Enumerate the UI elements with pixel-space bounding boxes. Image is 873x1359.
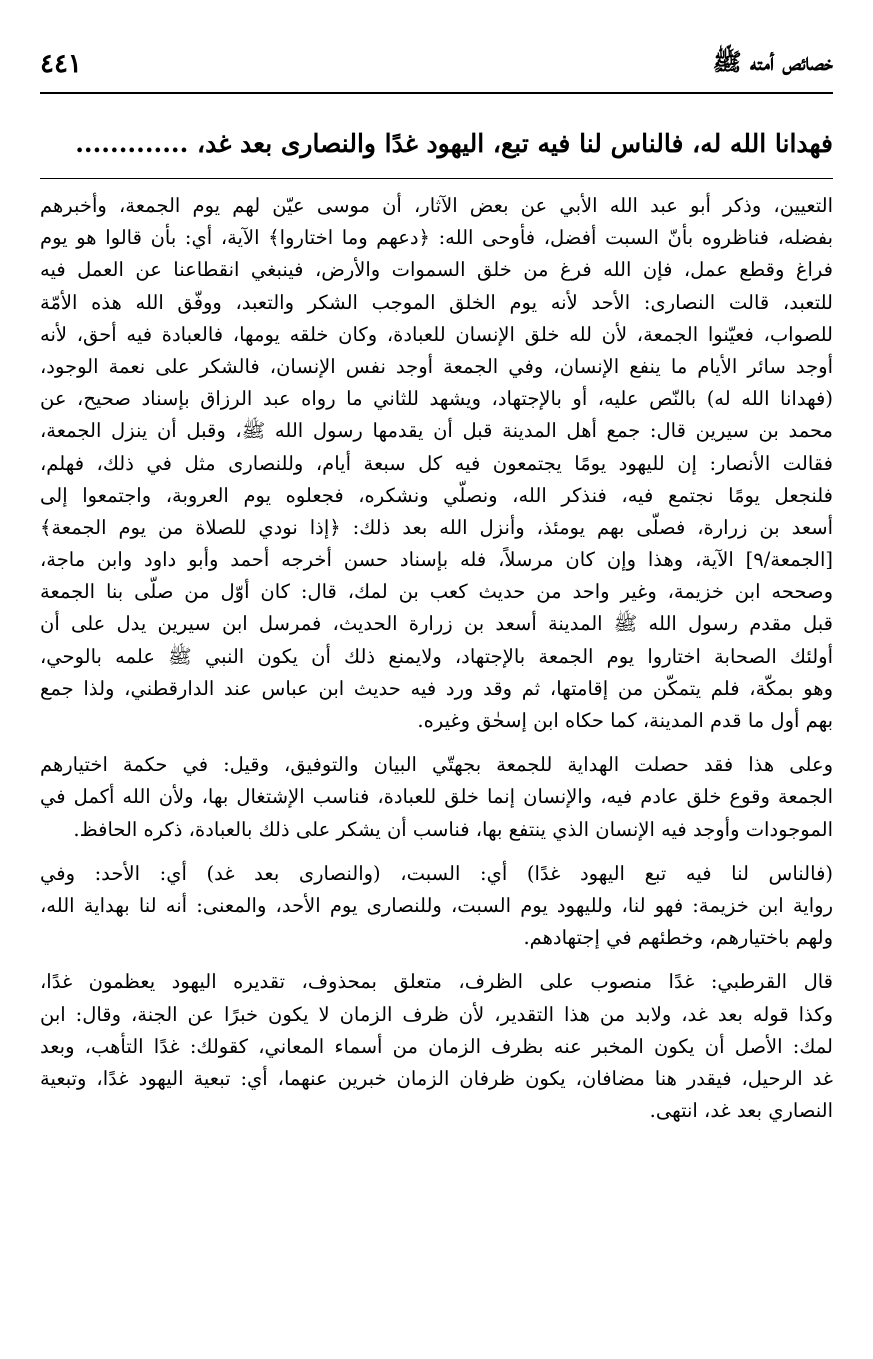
text-line: فلنجعل يومًا نجتمع فيه، فنذكر الله، ونصلّي ونشكره، فجعلوه يوم العروبة، واجتمعوا إلى xyxy=(40,483,833,507)
paragraph-gap xyxy=(40,737,833,749)
text-line: (فالناس لنا فيه تبع اليهود غدًا) أي: السبت، (والنصارى بعد غد) أي: الأحد: وفي xyxy=(40,861,833,885)
hadith-text: فهدانا الله له، فالناس لنا فيه تبع، اليهود غدًا والنصارى بعد غد، ............. xyxy=(75,129,833,158)
text-line: بهم أول ما قدم المدينة، كما حكاه ابن إسحٰق وغيره. xyxy=(417,709,833,732)
text-line: الجمعة وقوع خلق عادم فيه، والإنسان إنما خلق للعبادة، فناسب الإشتغال بها، ولأن الله أكمل في xyxy=(40,785,833,809)
text-line: للصواب، فعيّنوا الجمعة، لأن لله خلق الإنسان للعبادة، وكان خلقه يومها، فالعبادة فيه أحق، لأنه xyxy=(40,322,833,346)
page-number: ٤٤١ xyxy=(40,49,82,79)
paragraph xyxy=(40,966,833,1127)
text-line: (فهدانا الله له) بالنّص عليه، أو بالإجتهاد، ويشهد للثاني ما رواه عبد الرزاق بإسناد صحيح، عن xyxy=(40,387,833,411)
text-line: أسعد بن زرارة، فصلّى بهم يومئذ، وأنزل الله بعد ذلك: ﴿إذا نودي للصلاة من يوم الجمعة﴾ xyxy=(40,515,833,539)
running-title: خصائص أمته ﷺ xyxy=(712,46,833,76)
text-line: وعلى هذا فقد حصلت الهداية للجمعة بجهتّي البيان والتوفيق، وقيل: في حكمة اختيارهم xyxy=(40,753,833,777)
text-line: فقالت الأنصار: إن لليهود يومًا يجتمعون فيه كل سبعة أيام، وللنصارى مثل في ذلك، فهلم، xyxy=(40,451,833,475)
text-line: النصاري بعد غد، انتهى. xyxy=(649,1099,833,1123)
hadith-divider xyxy=(40,178,833,179)
text-line: ولهم باختيارهم، وخطئهم في إجتهادهم. xyxy=(523,926,833,950)
text-line: [الجمعة/٩] الآية، وهذا وإن كان مرسلاً، فله بإسناد حسن أخرجه أحمد وأبو داود وابن ماجة، xyxy=(40,548,833,572)
paragraph xyxy=(40,858,833,955)
text-line: غد الرحيل، فيقدر هنا مضافان، يكون ظرفان الزمان خبرين عنهما، أي: تبعية اليهود غدًا، وتبعية xyxy=(40,1066,833,1090)
commentary-body xyxy=(40,190,833,1127)
text-line: قبل مقدم رسول الله ﷺ المدينة أسعد بن زرارة الحديث، فمرسل ابن سيرين يدل على أن xyxy=(40,612,833,636)
text-line: الموجودات وأوجد فيه الإنسان الذي ينتفع بها، فناسب أن يشكر على ذلك بالعبادة، ذكره الحافظ. xyxy=(73,817,833,841)
paragraph xyxy=(40,749,833,846)
text-line: بفضله، فناظروه بأنّ السبت أفضل، فأوحى الله: ﴿دعهم وما اختاروا﴾ الآية، أي: بأن قالوا هو يوم xyxy=(40,226,833,250)
text-line: وصححه ابن خزيمة، وغير واحد من حديث كعب بن لمك، قال: كان أوّل من صلّى بنا الجمعة xyxy=(40,580,833,604)
text-line: وهو بمكّة، فلم يتمكّن من إقامتها، ثم وقد ورد فيه حديث ابن عباس عند الدارقطني، ولذا جمع xyxy=(40,676,833,700)
text-line: قال القرطبي: غدًا منصوب على الظرف، متعلق بمحذوف، تقديره اليهود يعظمون غدًا، xyxy=(40,970,833,994)
text-line: محمد بن سيرين قال: جمع أهل المدينة قبل أن يقدمها رسول الله ﷺ، وقبل أن ينزل الجمعة، xyxy=(40,419,833,443)
paragraph xyxy=(40,190,833,737)
page-header xyxy=(40,44,833,84)
header-divider xyxy=(40,92,833,94)
paragraph-gap xyxy=(40,846,833,858)
text-line: أولئك الصحابة اختاروا يوم الجمعة بالإجتهاد، ولايمنع ذلك أن يكون النبي ﷺ علمه بالوحي، xyxy=(40,644,833,668)
text-line: لمك: الأصل أن يكون المخبر عنه بظرف الزمان من أسماء المعاني، كقولك: غدًا التأهب، وبعد xyxy=(40,1034,833,1058)
text-line: التعيين، وذكر أبو عبد الله الأبي عن بعض الآثار، أن موسى عيّن لهم يوم الجمعة، وأخبرهم xyxy=(40,194,833,217)
paragraph-gap xyxy=(40,954,833,966)
text-line: رواية ابن خزيمة: فهو لنا، ولليهود يوم السبت، وللنصارى يوم الأحد، والمعنى: أنه لنا بهداية الله، xyxy=(40,893,833,917)
text-line: وكذا قوله بعد غد، ولابد من هذا التقدير، لأن ظرف الزمان لا يكون خبرًا عن الجنة، وقال: ابن xyxy=(40,1002,833,1026)
text-line: فراغ وقطع عمل، فإن الله فرغ من خلق السموات والأرض، فينبغي انقطاعنا عن العمل فيه xyxy=(40,258,833,282)
text-line: أوجد سائر الأيام ما ينفع الإنسان، وفي الجمعة أوجد نفس الإنسان، فالشكر على نعمة الوجود، xyxy=(40,354,833,378)
text-line: للتعبد، قالت النصارى: الأحد لأنه يوم الخلق الموجب الشكر والتعبد، ووفّق الله هذه الأمّة xyxy=(40,290,833,314)
